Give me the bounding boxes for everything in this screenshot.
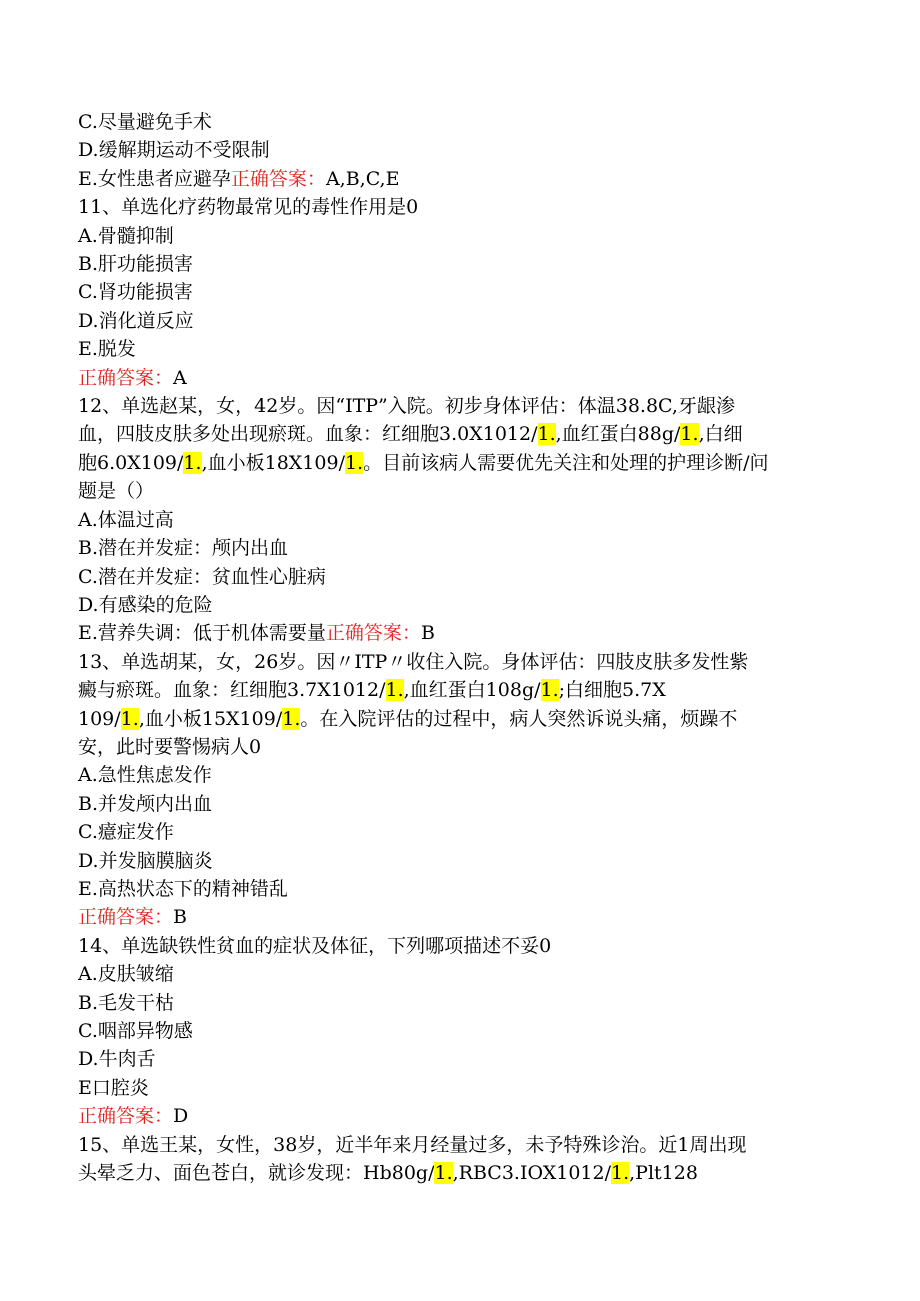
highlight-mark: 1. xyxy=(183,451,202,474)
highlight-mark: 1. xyxy=(434,1162,453,1185)
option-line: B.并发颅内出血 xyxy=(78,792,213,815)
option-line: B.毛发干枯 xyxy=(78,991,175,1014)
question-line xyxy=(78,420,838,448)
option-line: D.牛肉舌 xyxy=(78,1048,156,1071)
question-line xyxy=(78,1159,838,1187)
highlight-mark: 1. xyxy=(120,707,139,730)
question-text: ,血小板15X109/ xyxy=(138,707,283,730)
option-line: E口腔炎 xyxy=(78,1076,149,1099)
answer-label: 正确答案： xyxy=(78,1105,174,1128)
question-line xyxy=(78,676,838,704)
question-text: 癜与瘀斑。血象：红细胞3.7X1012/ xyxy=(78,679,386,702)
option-line: D.消化道反应 xyxy=(78,309,194,332)
option-line: E.脱发 xyxy=(78,338,136,361)
answer-line xyxy=(78,903,838,931)
question-text: ,RBC3.IOX1012/ xyxy=(452,1162,611,1185)
question-text: 。目前该病人需要优先关注和处理的护理诊断/问 xyxy=(363,451,769,474)
answer-value: B xyxy=(173,906,187,929)
option-line: A.骨髓抑制 xyxy=(78,224,174,247)
question-text: 胞6.0X109/ xyxy=(78,451,184,474)
question-text: ,白细 xyxy=(698,423,743,446)
option-line: B.潜在并发症：颅内出血 xyxy=(78,537,289,560)
answer-value: D xyxy=(173,1105,189,1128)
question-text: ,血红蛋白108g/ xyxy=(403,679,541,702)
highlight-mark: 1. xyxy=(344,451,364,474)
question-line: 13、单选胡某，女，26岁。因〃ITP〃收住入院。身体评估：四肢皮肤多发性紫 xyxy=(78,650,749,673)
answer-label: 正确答案： xyxy=(325,622,421,645)
option-line: C.尽量避免手术 xyxy=(78,111,212,133)
answer-label: 正确答案： xyxy=(78,366,174,389)
option-line: D.有感染的危险 xyxy=(78,593,213,616)
question-line: 12、单选赵某，女，42岁。因“ITP”入院。初步身体评估：体温38.8C,牙龈渗 xyxy=(78,395,735,418)
option-text: E.女性患者应避孕 xyxy=(78,167,231,190)
question-line: 14、单选缺铁性贫血的症状及体征，下列哪项描述不妥0 xyxy=(78,934,552,957)
highlight-mark: 1. xyxy=(540,679,559,702)
question-text: ;白细胞5.7X xyxy=(558,679,666,702)
question-line xyxy=(78,705,838,733)
question-text: ,血小板18X109/ xyxy=(201,451,345,474)
highlight-mark: 1. xyxy=(610,1162,630,1185)
question-line: 15、单选王某，女性，38岁，近半年来月经量过多，未予特殊诊治。近1周出现 xyxy=(78,1133,747,1156)
question-text: ,Plt128 xyxy=(629,1162,698,1185)
highlight-mark: 1. xyxy=(680,423,699,446)
option-line xyxy=(78,165,838,193)
answer-label: 正确答案： xyxy=(230,167,326,190)
question-text: 血，四肢皮肤多处出现瘀斑。血象：红细胞3.0X1012/ xyxy=(78,423,538,446)
option-line: D.并发脑膜脑炎 xyxy=(78,849,213,872)
question-text: 头晕乏力、面色苍白，就诊发现：Hb80g/ xyxy=(78,1162,435,1185)
option-line: D.缓解期运动不受限制 xyxy=(78,139,270,162)
answer-line xyxy=(78,1102,838,1130)
question-line xyxy=(78,449,838,477)
option-line: E.高热状态下的精神错乱 xyxy=(78,877,288,900)
option-line: A.体温过高 xyxy=(78,508,174,531)
highlight-mark: 1. xyxy=(537,423,556,446)
question-line: 安，此时要警惕病人0 xyxy=(78,735,262,758)
question-text: 。在入院评估的过程中，病人突然诉说头痛，烦躁不 xyxy=(300,707,738,730)
highlight-mark: 1. xyxy=(282,707,301,730)
option-line: C.癔症发作 xyxy=(78,821,174,844)
question-text: 109/ xyxy=(78,707,121,730)
question-line: 题是（） xyxy=(78,480,155,503)
answer-value: B xyxy=(420,622,435,645)
answer-label: 正确答案： xyxy=(78,906,174,929)
option-line: C.肾功能损害 xyxy=(78,281,193,304)
option-line xyxy=(78,619,838,647)
question-line: 11、单选化疗药物最常见的毒性作用是0 xyxy=(78,196,419,219)
option-text: E.营养失调：低于机体需要量 xyxy=(78,622,326,645)
option-line: C.潜在并发症：贫血性心脏病 xyxy=(78,565,326,588)
option-line: A.皮肤皱缩 xyxy=(78,963,174,986)
answer-line xyxy=(78,364,838,392)
question-text: ,血红蛋白88g/ xyxy=(555,423,681,446)
document-body xyxy=(78,108,838,1187)
highlight-mark: 1. xyxy=(385,679,404,702)
option-line: A.急性焦虑发作 xyxy=(78,764,212,787)
option-line: B.肝功能损害 xyxy=(78,253,194,276)
option-line: C.咽部异物感 xyxy=(78,1020,193,1042)
answer-value: A xyxy=(173,366,187,389)
answer-value: A,B,C,E xyxy=(325,167,400,190)
